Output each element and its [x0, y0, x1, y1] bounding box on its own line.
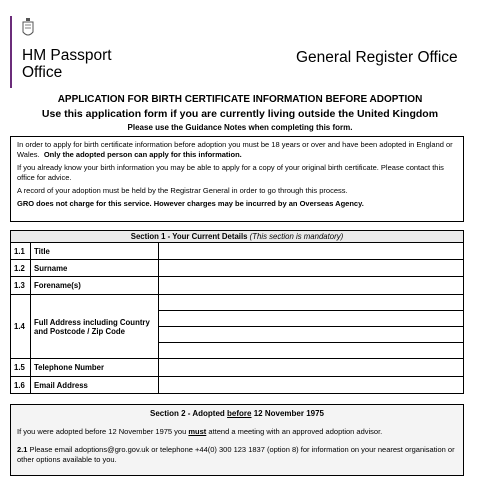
- royal-crest-icon: [22, 18, 34, 40]
- row-num: 1.5: [11, 359, 31, 377]
- address-line-4-field[interactable]: [159, 343, 464, 359]
- intro-box: [10, 136, 464, 222]
- brand-bar: [10, 16, 12, 88]
- row-num: 1.1: [11, 243, 31, 260]
- section2-title-post: 12 November 1975: [253, 409, 324, 418]
- section1-title-text: Section 1 - Your Current Details: [130, 232, 248, 241]
- section2-box: [10, 404, 464, 476]
- row-label: Telephone Number: [31, 359, 159, 377]
- row-label: Title: [31, 243, 159, 260]
- section2-p2: [17, 445, 457, 465]
- section2-p1-pre: If you were adopted before 12 November 1975 you: [17, 427, 187, 436]
- table-row: [11, 295, 464, 311]
- section2-title-before: before: [227, 409, 252, 418]
- surname-field[interactable]: [159, 260, 464, 277]
- email-field[interactable]: [159, 377, 464, 394]
- table-row: [11, 260, 464, 277]
- address-line-3-field[interactable]: [159, 327, 464, 343]
- org-name-line1: HM Passport: [22, 47, 112, 64]
- forenames-field[interactable]: [159, 277, 464, 295]
- section2-title-pre: Section 2 - Adopted: [149, 409, 225, 418]
- section2-p2-num: 2.1: [17, 445, 28, 454]
- table-row: [11, 277, 464, 295]
- row-label: Full Address including Country and Postcode / Zip Code: [31, 295, 159, 359]
- section2-title: [17, 409, 457, 419]
- section2-p2-text: Please email adoptions@gro.gov.uk or telephone +44(0) 300 123 1837 (option 8) for information on your nearest organisation or other options available to you.: [17, 445, 455, 464]
- row-num: 1.4: [11, 295, 31, 359]
- intro-p4: GRO does not charge for this service. However charges may be incurred by an Overseas Agency.: [17, 199, 364, 208]
- section2-p1: [17, 427, 457, 437]
- table-row: [11, 243, 464, 260]
- guidance-note: Please use the Guidance Notes when completing this form.: [127, 123, 353, 132]
- section2-p1-must: must: [188, 427, 207, 436]
- section1-header-row: [11, 231, 464, 243]
- row-num: 1.6: [11, 377, 31, 394]
- intro-p2: If you already know your birth information you may be able to apply for a copy of your original birth certificate. Please contact this office for advice.: [17, 163, 444, 182]
- intro-p1: [17, 140, 457, 160]
- table-row: [11, 377, 464, 394]
- org-name: [22, 47, 112, 81]
- intro-p3: A record of your adoption must be held by the Registrar General in order to go through this process.: [17, 186, 348, 195]
- section1-note: (This section is mandatory): [249, 232, 344, 241]
- address-line-2-field[interactable]: [159, 311, 464, 327]
- telephone-field[interactable]: [159, 359, 464, 377]
- form-title: APPLICATION FOR BIRTH CERTIFICATE INFORMATION BEFORE ADOPTION: [57, 94, 423, 105]
- intro-p1-text: In order to apply for birth certificate information before adoption you must be 18 years or over and have been adopted in England or Wales.: [17, 140, 453, 159]
- intro-p1-bold: Only the adopted person can apply for this information.: [43, 150, 242, 159]
- address-line-1-field[interactable]: [159, 295, 464, 311]
- row-num: 1.2: [11, 260, 31, 277]
- form-subtitle: Use this application form if you are currently living outside the United Kingdom: [41, 108, 439, 120]
- row-label: Surname: [31, 260, 159, 277]
- section1-table: [10, 230, 464, 394]
- row-num: 1.3: [11, 277, 31, 295]
- gro-title: General Register Office: [296, 49, 458, 66]
- section2-p1-post: attend a meeting with an approved adoption advisor.: [208, 427, 383, 436]
- org-name-line2: Office: [22, 64, 63, 81]
- row-label: Email Address: [31, 377, 159, 394]
- section1-title: [11, 231, 464, 243]
- title-field[interactable]: [159, 243, 464, 260]
- table-row: [11, 359, 464, 377]
- row-label: Forename(s): [31, 277, 159, 295]
